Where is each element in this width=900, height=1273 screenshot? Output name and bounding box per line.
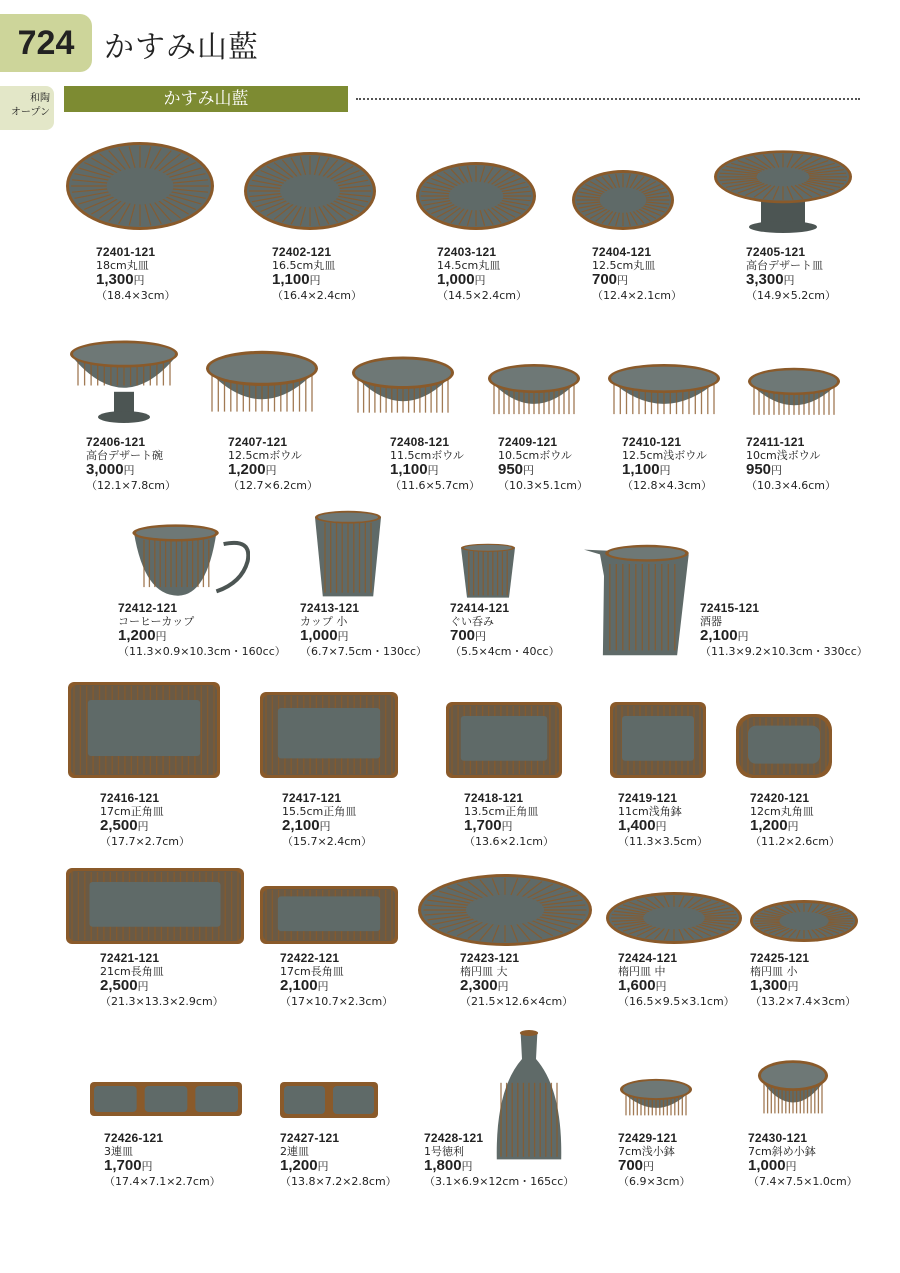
price-value: 1,300 xyxy=(750,977,788,994)
product-name: 楕円皿 中 xyxy=(618,965,666,978)
product-code: 72425-121 xyxy=(750,951,810,965)
product-code: 72412-121 xyxy=(118,601,178,615)
product-72420-121-image xyxy=(734,712,834,780)
price-value: 2,500 xyxy=(100,817,138,834)
product-size: （10.3×4.6cm） xyxy=(746,479,836,492)
product-72403-121-image xyxy=(414,160,538,232)
yen-unit: 円 xyxy=(737,631,749,643)
plate-illustration xyxy=(242,150,378,232)
product-code: 72419-121 xyxy=(618,791,678,805)
product-name: 楕円皿 小 xyxy=(750,965,798,978)
price-value: 1,000 xyxy=(300,627,338,644)
product-size: （21.5×12.6×4cm） xyxy=(460,995,574,1008)
product-name: 7cm斜め小鉢 xyxy=(748,1145,816,1158)
product-size: （18.4×3cm） xyxy=(96,289,176,302)
product-72426-121-image xyxy=(88,1080,244,1118)
product-name: 10cm浅ボウル xyxy=(746,449,821,462)
coffee-cup-illustration xyxy=(130,514,250,600)
product-72401-121-info xyxy=(96,246,175,302)
bowl-illustration xyxy=(204,346,320,426)
oval-illustration xyxy=(748,898,860,944)
product-size: （11.6×5.7cm） xyxy=(390,479,480,492)
yen-unit: 円 xyxy=(133,275,145,287)
plate-illustration xyxy=(64,140,216,232)
product-code: 72423-121 xyxy=(460,951,520,965)
price-value: 1,000 xyxy=(748,1157,786,1174)
product-size: （14.5×2.4cm） xyxy=(437,289,527,302)
yen-unit: 円 xyxy=(475,631,487,643)
product-price xyxy=(618,978,735,995)
product-code: 72415-121 xyxy=(700,601,760,615)
bowl-illustration xyxy=(486,360,582,426)
product-code: 72417-121 xyxy=(282,791,342,805)
yen-unit: 円 xyxy=(655,821,667,833)
product-72423-121-info xyxy=(460,952,573,1008)
product-code: 72421-121 xyxy=(100,951,160,965)
product-price xyxy=(437,272,527,289)
yen-unit: 円 xyxy=(497,981,509,993)
product-72429-121-info xyxy=(618,1132,690,1188)
product-name: 酒器 xyxy=(700,615,722,628)
price-value: 1,300 xyxy=(96,271,134,288)
category-tab-line2: オープン xyxy=(10,107,50,118)
product-72417-121-image xyxy=(258,690,400,780)
price-value: 3,000 xyxy=(86,461,124,478)
product-72424-121-info xyxy=(618,952,735,1008)
product-72419-121-image xyxy=(608,700,708,780)
product-72430-121-info xyxy=(748,1132,858,1188)
product-72417-121-info xyxy=(282,792,372,848)
slant-bowl-illustration xyxy=(756,1056,830,1126)
yen-unit: 円 xyxy=(319,821,331,833)
product-name: 楕円皿 大 xyxy=(460,965,508,978)
price-value: 1,100 xyxy=(272,271,310,288)
product-size: （12.4×2.1cm） xyxy=(592,289,682,302)
yen-unit: 円 xyxy=(317,981,329,993)
product-price xyxy=(750,818,840,835)
product-size: （7.4×7.5×1.0cm） xyxy=(748,1175,858,1188)
price-value: 1,200 xyxy=(118,627,156,644)
product-72430-121-image xyxy=(756,1056,830,1126)
product-code: 72408-121 xyxy=(390,435,450,449)
product-code: 72426-121 xyxy=(104,1131,164,1145)
shallow-bowl-illustration xyxy=(746,364,842,426)
triple-dish-illustration xyxy=(88,1080,244,1118)
shallow-bowl-illustration xyxy=(606,360,722,426)
product-code: 72406-121 xyxy=(86,435,146,449)
yen-unit: 円 xyxy=(309,275,321,287)
oval-illustration xyxy=(416,872,594,948)
product-price xyxy=(460,978,573,995)
price-value: 700 xyxy=(592,271,618,288)
footed-plate-illustration xyxy=(712,146,854,234)
square-plate-illustration xyxy=(444,700,564,780)
product-size: （17.7×2.7cm） xyxy=(100,835,190,848)
price-value: 1,200 xyxy=(228,461,266,478)
product-code: 72429-121 xyxy=(618,1131,678,1145)
product-code: 72418-121 xyxy=(464,791,524,805)
product-code: 72405-121 xyxy=(746,245,806,259)
product-price xyxy=(100,978,224,995)
product-code: 72402-121 xyxy=(272,245,332,259)
product-size: （11.3×3.5cm） xyxy=(618,835,708,848)
product-price xyxy=(300,628,427,645)
product-size: （6.9×3cm） xyxy=(618,1175,691,1188)
product-72401-121-image xyxy=(64,140,216,232)
product-name: 12.5cmボウル xyxy=(228,449,302,462)
product-code: 72420-121 xyxy=(750,791,810,805)
price-value: 2,100 xyxy=(700,627,738,644)
product-72426-121-info xyxy=(104,1132,221,1188)
product-code: 72428-121 xyxy=(424,1131,484,1145)
product-72407-121-image xyxy=(204,346,320,426)
product-size: （13.8×7.2×2.8cm） xyxy=(280,1175,397,1188)
price-value: 1,100 xyxy=(390,461,428,478)
product-price xyxy=(746,272,836,289)
product-name: 17cm正角皿 xyxy=(100,805,164,818)
product-72406-121-image xyxy=(68,336,180,426)
square-plate-illustration xyxy=(66,680,222,780)
product-72422-121-info xyxy=(280,952,393,1008)
product-code: 72427-121 xyxy=(280,1131,340,1145)
price-value: 1,000 xyxy=(437,271,475,288)
product-code: 72411-121 xyxy=(746,435,805,449)
page-number-tab xyxy=(0,14,92,72)
yen-unit: 円 xyxy=(461,1161,473,1173)
price-value: 1,200 xyxy=(280,1157,318,1174)
product-size: （11.3×9.2×10.3cm・330cc） xyxy=(700,645,868,658)
price-value: 2,500 xyxy=(100,977,138,994)
product-price xyxy=(104,1158,221,1175)
rect-plate-illustration xyxy=(64,866,246,946)
yen-unit: 円 xyxy=(265,465,277,477)
plate-illustration xyxy=(570,168,676,232)
product-72418-121-info xyxy=(464,792,554,848)
product-name: 11.5cmボウル xyxy=(390,449,464,462)
product-72423-121-image xyxy=(416,872,594,948)
product-72416-121-image xyxy=(66,680,222,780)
product-72427-121-image xyxy=(278,1080,380,1120)
product-name: 10.5cmボウル xyxy=(498,449,572,462)
price-value: 3,300 xyxy=(746,271,784,288)
product-72411-121-image xyxy=(746,364,842,426)
product-72425-121-image xyxy=(748,898,860,944)
product-price xyxy=(498,462,588,479)
price-value: 1,700 xyxy=(464,817,502,834)
price-value: 1,200 xyxy=(750,817,788,834)
product-size: （11.3×0.9×10.3cm・160cc） xyxy=(118,645,286,658)
product-price xyxy=(464,818,554,835)
product-price xyxy=(118,628,286,645)
double-dish-illustration xyxy=(278,1080,380,1120)
product-size: （16.5×9.5×3.1cm） xyxy=(618,995,735,1008)
product-name: 21cm長角皿 xyxy=(100,965,164,978)
category-tab-line1: 和陶 xyxy=(30,93,50,104)
square-plate-illustration xyxy=(258,690,400,780)
yen-unit: 円 xyxy=(427,465,439,477)
product-name: 16.5cm丸皿 xyxy=(272,259,336,272)
product-price xyxy=(750,978,856,995)
yen-unit: 円 xyxy=(141,1161,153,1173)
product-72404-121-image xyxy=(570,168,676,232)
yen-unit: 円 xyxy=(785,1161,797,1173)
product-72412-121-image xyxy=(130,514,250,600)
product-price xyxy=(450,628,560,645)
product-72424-121-image xyxy=(604,890,744,946)
product-price xyxy=(280,978,393,995)
product-72425-121-info xyxy=(750,952,856,1008)
pitcher-illustration xyxy=(582,540,698,660)
product-72409-121-info xyxy=(498,436,588,492)
rect-plate-illustration xyxy=(258,884,400,946)
product-size: （13.6×2.1cm） xyxy=(464,835,554,848)
product-price xyxy=(748,1158,858,1175)
yen-unit: 円 xyxy=(523,465,535,477)
product-name: 2連皿 xyxy=(280,1145,309,1158)
product-72421-121-image xyxy=(64,866,246,946)
section-title: かすみ山藍 xyxy=(64,86,348,112)
yen-unit: 円 xyxy=(659,465,671,477)
product-name: 12.5cm浅ボウル xyxy=(622,449,707,462)
product-72409-121-image xyxy=(486,360,582,426)
product-72416-121-info xyxy=(100,792,190,848)
yen-unit: 円 xyxy=(783,275,795,287)
product-72418-121-image xyxy=(444,700,564,780)
product-72414-121-image xyxy=(458,542,518,600)
page-title: かすみ山藍 xyxy=(104,30,259,65)
product-72405-121-info xyxy=(746,246,836,302)
product-price xyxy=(618,818,708,835)
product-72410-121-image xyxy=(606,360,722,426)
price-value: 700 xyxy=(618,1157,644,1174)
product-name: 14.5cm丸皿 xyxy=(437,259,501,272)
yen-unit: 円 xyxy=(787,821,799,833)
product-price xyxy=(746,462,836,479)
product-name: 17cm長角皿 xyxy=(280,965,344,978)
product-code: 72422-121 xyxy=(280,951,340,965)
product-name: 12.5cm丸皿 xyxy=(592,259,656,272)
product-name: コーヒーカップ xyxy=(118,615,195,628)
product-size: （21.3×13.3×2.9cm） xyxy=(100,995,224,1008)
product-name: 13.5cm正角皿 xyxy=(464,805,539,818)
product-code: 72403-121 xyxy=(437,245,497,259)
product-price xyxy=(282,818,372,835)
product-code: 72416-121 xyxy=(100,791,160,805)
product-size: （6.7×7.5cm・130cc） xyxy=(300,645,428,658)
tumbler-illustration xyxy=(312,508,384,600)
product-size: （10.3×5.1cm） xyxy=(498,479,588,492)
product-code: 72413-121 xyxy=(300,601,360,615)
product-size: （15.7×2.4cm） xyxy=(282,835,372,848)
oval-illustration xyxy=(604,890,744,946)
category-tab xyxy=(0,86,54,130)
yen-unit: 円 xyxy=(155,631,167,643)
product-size: （3.1×6.9×12cm・165cc） xyxy=(424,1175,575,1188)
product-name: 15.5cm正角皿 xyxy=(282,805,357,818)
product-72408-121-info xyxy=(390,436,480,492)
yen-unit: 円 xyxy=(337,631,349,643)
product-72407-121-info xyxy=(228,436,318,492)
product-name: 18cm丸皿 xyxy=(96,259,149,272)
product-name: 高台デザート皿 xyxy=(746,259,823,272)
plate-illustration xyxy=(414,160,538,232)
product-price xyxy=(100,818,190,835)
price-value: 2,100 xyxy=(280,977,318,994)
product-72427-121-info xyxy=(280,1132,397,1188)
product-size: （12.8×4.3cm） xyxy=(622,479,712,492)
product-code: 72430-121 xyxy=(748,1131,808,1145)
price-value: 1,100 xyxy=(622,461,660,478)
product-name: 1号徳利 xyxy=(424,1145,464,1158)
price-value: 2,300 xyxy=(460,977,498,994)
product-size: （12.1×7.8cm） xyxy=(86,479,176,492)
product-price xyxy=(228,462,318,479)
yen-unit: 円 xyxy=(137,821,149,833)
product-name: 11cm浅角鉢 xyxy=(618,805,682,818)
product-price xyxy=(424,1158,574,1175)
product-72421-121-info xyxy=(100,952,224,1008)
product-name: カップ 小 xyxy=(300,615,348,628)
product-size: （17×10.7×2.3cm） xyxy=(280,995,394,1008)
price-value: 1,700 xyxy=(104,1157,142,1174)
product-72413-121-image xyxy=(312,508,384,600)
section-divider xyxy=(356,98,860,100)
product-price xyxy=(272,272,362,289)
yen-unit: 円 xyxy=(317,1161,329,1173)
product-72415-121-info xyxy=(700,602,868,658)
product-size: （17.4×7.1×2.7cm） xyxy=(104,1175,221,1188)
product-name: ぐい呑み xyxy=(450,615,494,628)
price-value: 1,400 xyxy=(618,817,656,834)
product-72413-121-info xyxy=(300,602,427,658)
yen-unit: 円 xyxy=(474,275,486,287)
product-72419-121-info xyxy=(618,792,708,848)
product-72402-121-image xyxy=(242,150,378,232)
product-72415-121-image xyxy=(582,540,698,660)
page-number: 724 xyxy=(17,23,75,62)
product-72410-121-info xyxy=(622,436,712,492)
yen-unit: 円 xyxy=(137,981,149,993)
product-72428-121-info xyxy=(424,1132,574,1188)
product-72411-121-info xyxy=(746,436,836,492)
price-value: 700 xyxy=(450,627,476,644)
product-code: 72410-121 xyxy=(622,435,682,449)
yen-unit: 円 xyxy=(123,465,135,477)
product-size: （13.2×7.4×3cm） xyxy=(750,995,857,1008)
yen-unit: 円 xyxy=(617,275,629,287)
product-price xyxy=(280,1158,397,1175)
product-72420-121-info xyxy=(750,792,840,848)
yen-unit: 円 xyxy=(501,821,513,833)
product-72405-121-image xyxy=(712,146,854,234)
product-72403-121-info xyxy=(437,246,527,302)
product-code: 72424-121 xyxy=(618,951,678,965)
product-price xyxy=(622,462,712,479)
price-value: 950 xyxy=(746,461,772,478)
product-price xyxy=(592,272,682,289)
yen-unit: 円 xyxy=(771,465,783,477)
price-value: 1,600 xyxy=(618,977,656,994)
bowl-illustration xyxy=(350,352,456,426)
product-72412-121-info xyxy=(118,602,286,658)
product-code: 72407-121 xyxy=(228,435,288,449)
product-name: 7cm浅小鉢 xyxy=(618,1145,675,1158)
product-code: 72401-121 xyxy=(96,245,156,259)
product-price xyxy=(618,1158,690,1175)
product-name: 3連皿 xyxy=(104,1145,133,1158)
yen-unit: 円 xyxy=(643,1161,655,1173)
price-value: 2,100 xyxy=(282,817,320,834)
product-name: 高台デザート碗 xyxy=(86,449,163,462)
square-bowl-illustration xyxy=(608,700,708,780)
product-72402-121-info xyxy=(272,246,362,302)
price-value: 1,800 xyxy=(424,1157,462,1174)
product-72408-121-image xyxy=(350,352,456,426)
product-price xyxy=(700,628,868,645)
round-square-illustration xyxy=(734,712,834,780)
product-size: （11.2×2.6cm） xyxy=(750,835,840,848)
product-72414-121-info xyxy=(450,602,560,658)
product-code: 72414-121 xyxy=(450,601,510,615)
product-code: 72404-121 xyxy=(592,245,652,259)
product-size: （12.7×6.2cm） xyxy=(228,479,318,492)
product-name: 12cm丸角皿 xyxy=(750,805,814,818)
small-bowl-illustration xyxy=(618,1076,694,1124)
product-72429-121-image xyxy=(618,1076,694,1124)
product-72404-121-info xyxy=(592,246,682,302)
product-size: （14.9×5.2cm） xyxy=(746,289,836,302)
product-code: 72409-121 xyxy=(498,435,558,449)
product-72422-121-image xyxy=(258,884,400,946)
product-price xyxy=(390,462,480,479)
price-value: 950 xyxy=(498,461,524,478)
product-size: （5.5×4cm・40cc） xyxy=(450,645,560,658)
tumbler-illustration xyxy=(458,542,518,600)
footed-bowl-illustration xyxy=(68,336,180,426)
product-price xyxy=(86,462,176,479)
product-size: （16.4×2.4cm） xyxy=(272,289,362,302)
yen-unit: 円 xyxy=(787,981,799,993)
product-price xyxy=(96,272,175,289)
product-72406-121-info xyxy=(86,436,176,492)
yen-unit: 円 xyxy=(655,981,667,993)
